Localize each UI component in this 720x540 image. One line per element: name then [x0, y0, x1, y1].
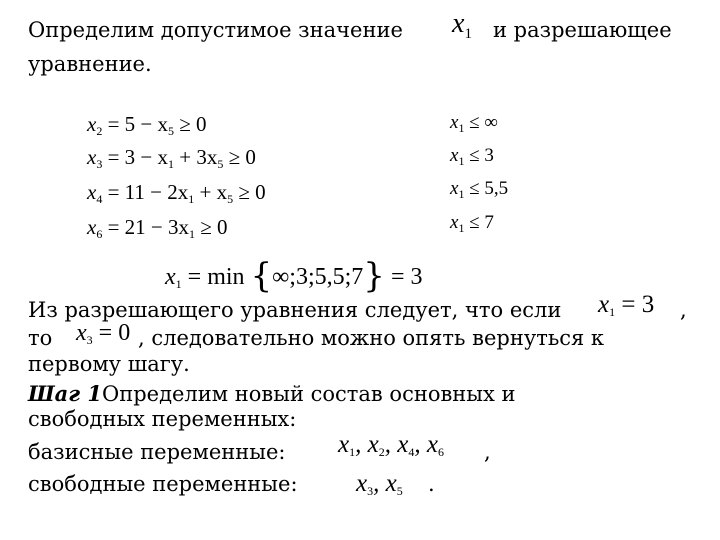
- equation-row: [87, 112, 207, 137]
- free-sub: 3: [367, 484, 374, 498]
- min-args: ∞;3;5,5;7: [272, 264, 364, 290]
- eq-mid-sub: 5: [217, 157, 224, 171]
- free-var: , x: [373, 470, 397, 497]
- bound-sub: 1: [458, 187, 465, 201]
- eq-lhs-sub: 3: [96, 157, 103, 171]
- eq-rhs-sub: 5: [168, 124, 175, 138]
- bound-rel: ≤ 3: [464, 145, 494, 166]
- para-formula-x3-0: [76, 320, 130, 347]
- min-formula: [165, 256, 422, 296]
- basic-vars-label: базисные переменные:: [28, 440, 286, 464]
- min-result: = 3: [384, 264, 423, 290]
- bound-row: [450, 178, 508, 200]
- para-line-3: первому шагу.: [28, 352, 190, 376]
- intro-text-start: Определим допустимое значение: [28, 18, 403, 42]
- para-line-2-start: то: [28, 326, 53, 350]
- bound-sub: 1: [458, 121, 465, 135]
- equation-row: [87, 145, 256, 170]
- basic-sub: 1: [349, 445, 356, 459]
- basic-vars-list: [338, 431, 444, 459]
- para-formula2-var: x: [76, 320, 87, 346]
- bound-row: [450, 145, 494, 167]
- min-close-brace: }: [363, 256, 385, 296]
- eq-tail: ≥ 0: [195, 215, 228, 239]
- eq-lhs-var: x: [87, 215, 97, 239]
- basic-sub: 2: [378, 445, 385, 459]
- eq-mid: + 3x: [174, 145, 218, 169]
- eq-rhs: = 5 − x: [102, 112, 169, 136]
- eq-tail: ≥ 0: [233, 180, 266, 204]
- para-line-5: свободных переменных:: [28, 407, 297, 431]
- step-line: [28, 381, 516, 406]
- eq-rhs: = 21 − 3x: [102, 215, 190, 239]
- eq-tail: ≥ 0: [223, 145, 256, 169]
- intro-var-x1: [452, 8, 472, 40]
- intro-line-1: [28, 18, 403, 42]
- eq-rhs-sub: 1: [189, 227, 196, 241]
- free-vars-list: [356, 470, 403, 498]
- para-formula-val: = 3: [615, 291, 655, 318]
- eq-lhs-var: x: [87, 112, 97, 136]
- basic-var: , x: [414, 431, 438, 458]
- eq-rhs: = 3 − x: [102, 145, 169, 169]
- bound-row: [450, 212, 494, 234]
- para-formula2-val: = 0: [92, 320, 131, 346]
- bound-sub: 1: [458, 221, 465, 235]
- min-var-sub: 1: [175, 277, 182, 291]
- intro-text-end: и разрешающее: [493, 18, 672, 42]
- free-var: x: [356, 470, 368, 497]
- basic-sub: 4: [408, 445, 415, 459]
- basic-var: , x: [355, 431, 379, 458]
- bound-rel: ≤ 5,5: [464, 178, 509, 199]
- basic-vars-comma: ,: [484, 440, 491, 464]
- eq-mid-sub: 5: [227, 192, 234, 206]
- free-sub: 5: [396, 484, 403, 498]
- min-open-brace: {: [250, 256, 273, 296]
- eq-mid: + x: [194, 180, 228, 204]
- intro-line-2: уравнение.: [28, 52, 152, 76]
- bound-var: x: [450, 178, 459, 199]
- basic-sub: 6: [437, 445, 444, 459]
- bound-var: x: [450, 145, 459, 166]
- min-var: x: [165, 264, 176, 290]
- eq-lhs-sub: 6: [96, 227, 103, 241]
- para-line-1: Из разрешающего уравнения следует, что если: [28, 298, 562, 322]
- eq-lhs-sub: 4: [96, 192, 103, 206]
- basic-var: , x: [384, 431, 409, 458]
- eq-lhs-var: x: [87, 145, 97, 169]
- eq-rhs-sub: 1: [188, 192, 195, 206]
- free-vars-label: свободные переменные:: [28, 472, 298, 496]
- para-formula-x1-3: [598, 291, 654, 319]
- eq-rhs: = 11 − 2x: [102, 180, 189, 204]
- eq-tail: ≥ 0: [174, 112, 207, 136]
- eq-lhs-var: x: [87, 180, 97, 204]
- eq-lhs-sub: 2: [96, 124, 103, 138]
- para-formula-var: x: [598, 291, 610, 318]
- step-text: Определим новый состав основных и: [101, 382, 516, 406]
- equation-row: [87, 215, 228, 240]
- bound-rel: ≤ 7: [464, 212, 494, 233]
- free-vars-dot: .: [428, 472, 435, 496]
- para-formula2-sub: 3: [86, 333, 93, 347]
- min-eq: = min: [181, 264, 245, 290]
- para-formula-sub: 1: [609, 305, 616, 319]
- bound-var: x: [450, 112, 459, 133]
- var-x: x: [452, 8, 465, 39]
- para-comma-1: ,: [680, 298, 687, 322]
- equation-row: [87, 180, 266, 205]
- eq-rhs-sub: 1: [168, 157, 175, 171]
- para-line-2-end: , следовательно можно опять вернуться к: [138, 326, 605, 350]
- basic-var: x: [338, 431, 350, 458]
- var-sub: 1: [464, 26, 472, 42]
- bound-rel: ≤ ∞: [464, 112, 498, 133]
- step-label: Шаг 1: [28, 381, 102, 406]
- bound-row: [450, 112, 498, 134]
- bound-sub: 1: [458, 154, 465, 168]
- bound-var: x: [450, 212, 459, 233]
